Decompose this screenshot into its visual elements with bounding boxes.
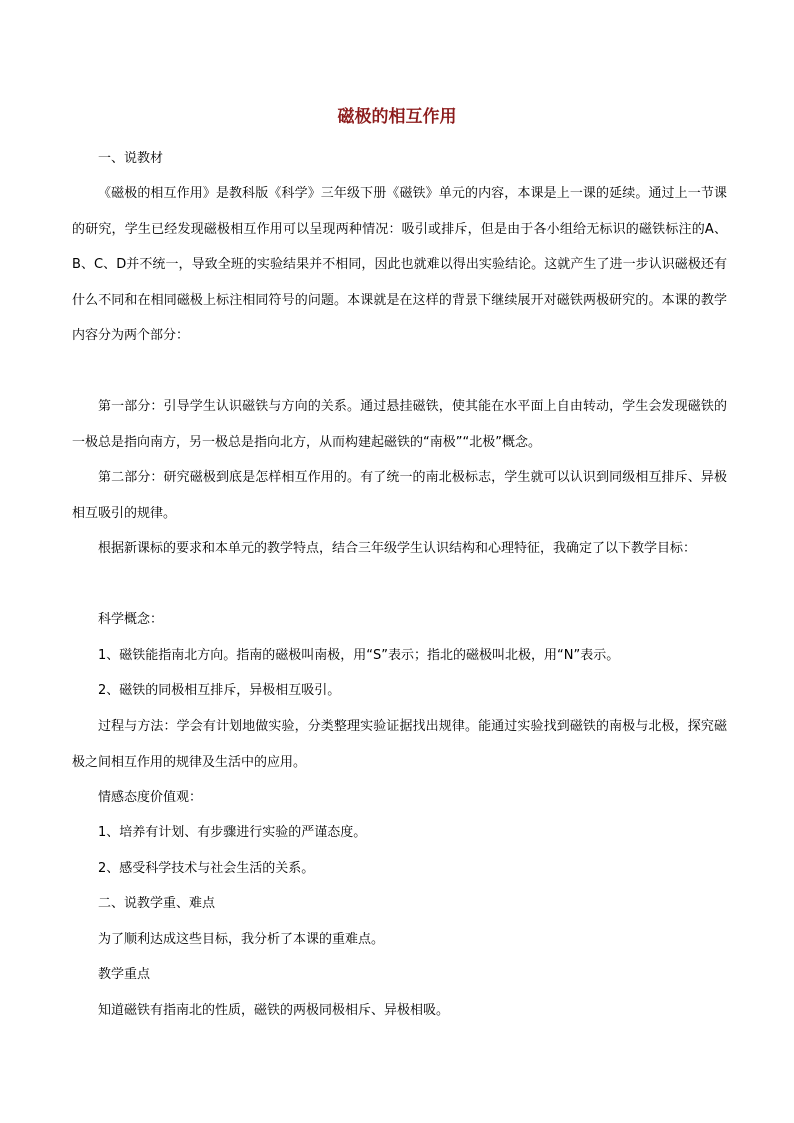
list-item-attitude-1: 1、培养有计划、有步骤进行实验的严谨态度。 [98,825,367,840]
paragraph-key-points-intro: 为了顺利达成这些目标，我分析了本课的重难点。 [98,932,385,947]
paragraph-part-two: 第二部分：研究磁极到底是怎样相互作用的。有了统一的南北极标志，学生就可以认识到同级相互排斥、异极相互吸引的规律。 [72,470,727,521]
subheading-teaching-focus: 教学重点 [98,967,151,982]
paragraph-teaching-focus: 知道磁铁有指南北的性质，磁铁的两极同极相斥、异极相吸。 [98,1003,450,1018]
document-title: 磁极的相互作用 [337,107,457,127]
paragraph-intro: 《磁极的相互作用》是教科版《科学》三年级下册《磁铁》单元的内容，本课是上一课的延续。通过上一节课的研究，学生已经发现磁极相互作用可以呈现两种情况：吸引或排斥，但是由于各小组给无标识的磁铁标注的A、B、C、D并不统一，导致全班的实验结果并不相同，因此也就难以得出实验结论。这就产生了进一步认识磁极还有什么不同和在相同磁极上标注相同符号的问题。本课就是在这样的背景下继续展开对磁铁两极研究的。本课的教学内容分为两个部分： [72,186,727,343]
paragraph-goals-intro: 根据新课标的要求和本单元的教学特点，结合三年级学生认识结构和心理特征，我确定了以下教学目标： [98,541,697,556]
paragraph-part-one: 第一部分：引导学生认识磁铁与方向的关系。通过悬挂磁铁，使其能在水平面上自由转动，学生会发现磁铁的一极总是指向南方，另一极总是指向北方，从而构建起磁铁的“南极”“北极”概念。 [72,399,727,450]
subheading-attitude-values: 情感态度价值观： [98,790,203,805]
list-item-attitude-2: 2、感受科学技术与社会生活的关系。 [98,861,315,876]
paragraph-process-methods: 过程与方法：学会有计划地做实验，分类整理实验证据找出规律。能通过实验找到磁铁的南极与北极，探究磁极之间相互作用的规律及生活中的应用。 [72,719,727,770]
list-item-concept-2: 2、磁铁的同极相互排斥，异极相互吸引。 [98,683,341,698]
section-heading-1: 一、说教材 [98,151,164,166]
subheading-science-concepts: 科学概念： [98,612,164,627]
section-heading-2: 二、说教学重、难点 [98,896,216,911]
list-item-concept-1: 1、磁铁能指南北方向。指南的磁极叫南极，用“S”表示；指北的磁极叫北极，用“N”表示。 [98,648,620,663]
